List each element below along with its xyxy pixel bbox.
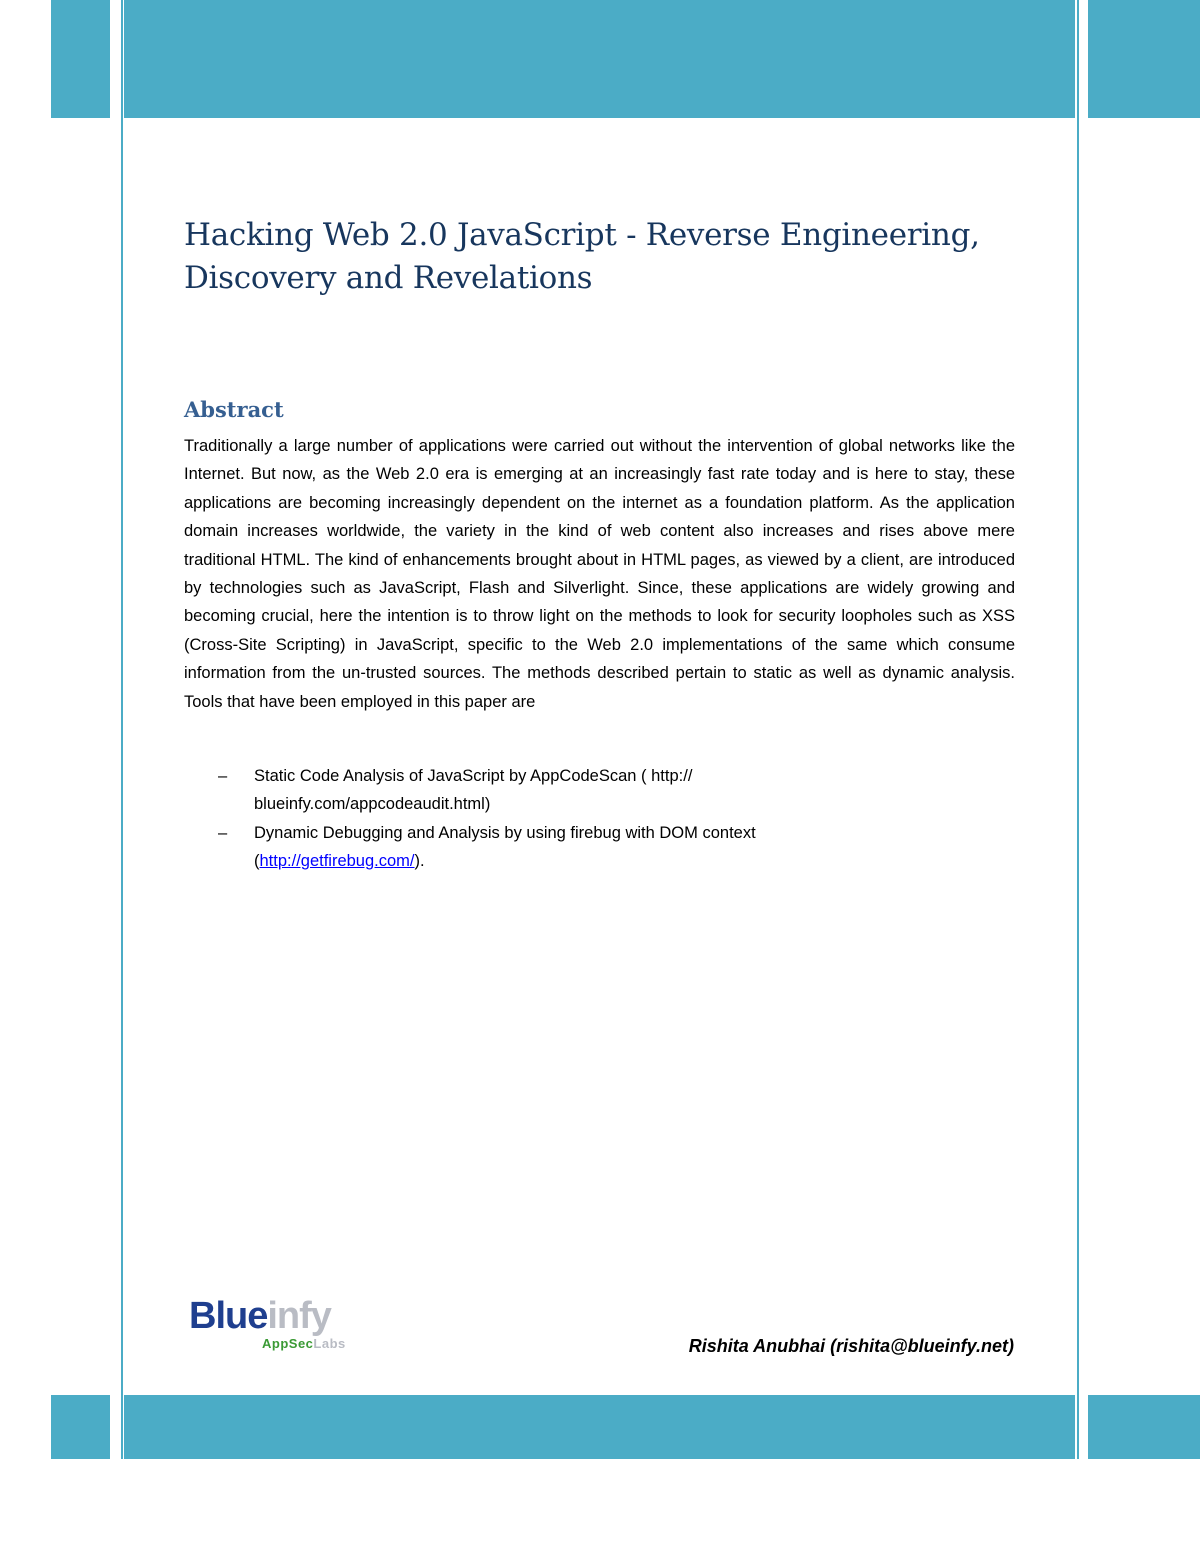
- logo-wordmark: Blueinfy: [189, 1295, 331, 1337]
- list-item: [218, 819, 918, 876]
- abstract-heading: Abstract: [184, 397, 284, 422]
- tool-static-analysis: Static Code Analysis of JavaScript by AppCodeScan ( http:// blueinfy.com/appcodeaudit.html): [254, 767, 693, 814]
- tools-list: [218, 762, 918, 876]
- frame-line-left: [121, 0, 123, 1459]
- blueinfy-logo: [189, 1294, 389, 1354]
- author-credit: Rishita Anubhai (rishita@blueinfy.net): [688, 1336, 1014, 1356]
- frame-line-right: [1077, 0, 1079, 1459]
- document-title: Hacking Web 2.0 JavaScript - Reverse Engineering, Discovery and Revelations: [184, 217, 980, 296]
- list-bullet: –: [218, 823, 228, 842]
- list-bullet: –: [218, 767, 228, 785]
- firebug-link[interactable]: http://getfirebug.com/: [259, 852, 415, 871]
- logo-subtitle: AppSecLabs: [262, 1336, 346, 1351]
- tool-dynamic-analysis: Dynamic Debugging and Analysis by using firebug with DOM context (: [254, 823, 756, 871]
- abstract-body: Traditionally a large number of applications were carried out without the intervention of global networks like the Internet. But now, as the Web 2.0 era is emerging at an increasingly fast rate today and is here to stay, these applications are becoming increasingly dependent on the internet as a foundation platform. As the application domain increases worldwide, the variety in the kind of web content also increases and rises above mere traditional HTML. The kind of enhancements brought about in HTML pages, as viewed by a client, are introduced by technologies such as JavaScript, Flash and Silverlight. Since, these applications are widely growing and becoming crucial, here the intention is to throw light on the methods to look for security loopholes such as XSS (Cross-Site Scripting) in JavaScript, specific to the Web 2.0 implementations of the same which consume information from the un-trusted sources. The methods described pertain to static as well as dynamic analysis. Tools that have been employed in this paper are: [184, 437, 1015, 711]
- bottom-band-center: [124, 1395, 1075, 1459]
- bottom-band-left: [51, 1395, 110, 1459]
- top-band-center: [124, 0, 1075, 118]
- bottom-band-right: [1088, 1395, 1200, 1459]
- list-item: [218, 762, 918, 819]
- top-band-right: [1088, 0, 1200, 118]
- tool-dynamic-analysis-end: ).: [414, 852, 425, 871]
- top-band-left: [51, 0, 110, 118]
